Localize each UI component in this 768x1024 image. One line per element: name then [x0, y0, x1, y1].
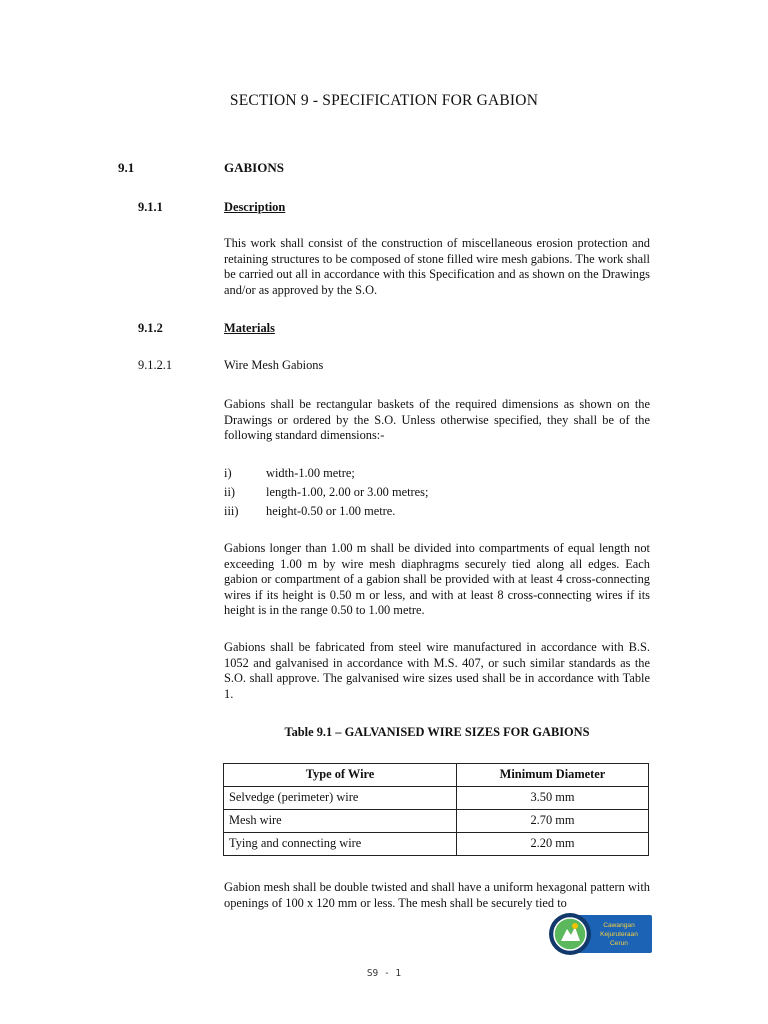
- list-item-text: height-0.50 or 1.00 metre.: [266, 504, 396, 518]
- page-number: S9 - 1: [366, 968, 402, 979]
- description-text: This work shall consist of the construction of miscellaneous erosion protection and retaining structures to be composed of stone filled wire mesh gabions. The work shall be carried out all in accordance with this Specification and as shown on the Drawings and/or as approved by the S.O.: [224, 236, 650, 297]
- materials-text-2: Gabions longer than 1.00 m shall be divided into compartments of equal length not exceeding 1.00 m by wire mesh diaphragms securely tied along all edges. Each gabion or compartment of a gabion shall be provided with at least 4 cross-connecting wires if its height is 0.50 m or less, and with at least 8 cross-connecting wires if its height is in the range 0.50 to 1.00 metre.: [224, 541, 650, 618]
- table-row: [224, 787, 649, 810]
- sun-icon: [572, 923, 578, 929]
- table-caption: Table 9.1 – GALVANISED WIRE SIZES FOR GABIONS: [284, 725, 590, 739]
- materials-paragraph-2: [224, 541, 650, 619]
- cawangan-kejuruteraan-cerun-logo: [548, 912, 652, 956]
- table-header-cell: Minimum Diameter: [457, 764, 649, 787]
- materials-paragraph-1: [224, 397, 650, 444]
- table-cell: 3.50 mm: [457, 787, 649, 810]
- section-heading: GABIONS: [224, 160, 284, 175]
- materials-heading: Materials: [224, 321, 275, 335]
- logo-text-line: Cerun: [610, 940, 628, 947]
- subsection-heading: Wire Mesh Gabions: [224, 358, 324, 372]
- logo-text-line: Cawangan: [603, 922, 635, 929]
- materials-number: 9.1.2: [138, 321, 163, 335]
- logo-text-line: Kejuruteraan: [600, 931, 638, 938]
- table-header-cell: Type of Wire: [224, 764, 457, 787]
- materials-text-3: Gabions shall be fabricated from steel wire manufactured in accordance with B.S. 1052 and galvanised in accordance with M.S. 407, or such similar standards as the S.O. shall approve. The galvanised wire sizes used shall be in accordance with Table 1.: [224, 640, 650, 701]
- closing-paragraph: [224, 880, 650, 911]
- table-cell: 2.70 mm: [457, 810, 649, 833]
- materials-text-1: Gabions shall be rectangular baskets of the required dimensions as shown on the Drawings or ordered by the S.O. Unless otherwise specified, they shall be of the following standard dimensions:-: [224, 397, 650, 443]
- table-header-row: [224, 764, 649, 787]
- description-number: 9.1.1: [138, 200, 163, 214]
- list-item-number: i): [224, 466, 232, 480]
- section-number: 9.1: [118, 160, 135, 175]
- subsection-number: 9.1.2.1: [138, 358, 173, 372]
- wire-sizes-table: [223, 763, 649, 856]
- description-heading: Description: [224, 200, 286, 214]
- materials-paragraph-3: [224, 640, 650, 702]
- description-paragraph: [224, 236, 650, 298]
- list-item-number: ii): [224, 485, 236, 499]
- table-cell: 2.20 mm: [457, 833, 649, 856]
- list-item-text: width-1.00 metre;: [266, 466, 355, 480]
- closing-text: Gabion mesh shall be double twisted and shall have a uniform hexagonal pattern with openings of 100 x 120 mm or less. The mesh shall be securely tied to: [224, 880, 650, 910]
- table-cell: Selvedge (perimeter) wire: [224, 787, 457, 810]
- table-cell: Mesh wire: [224, 810, 457, 833]
- table-row: [224, 833, 649, 856]
- table-cell: Tying and connecting wire: [224, 833, 457, 856]
- list-item-text: length-1.00, 2.00 or 3.00 metres;: [266, 485, 429, 499]
- list-item-number: iii): [224, 504, 239, 518]
- table-row: [224, 810, 649, 833]
- page-title: SECTION 9 - SPECIFICATION FOR GABION: [229, 92, 539, 109]
